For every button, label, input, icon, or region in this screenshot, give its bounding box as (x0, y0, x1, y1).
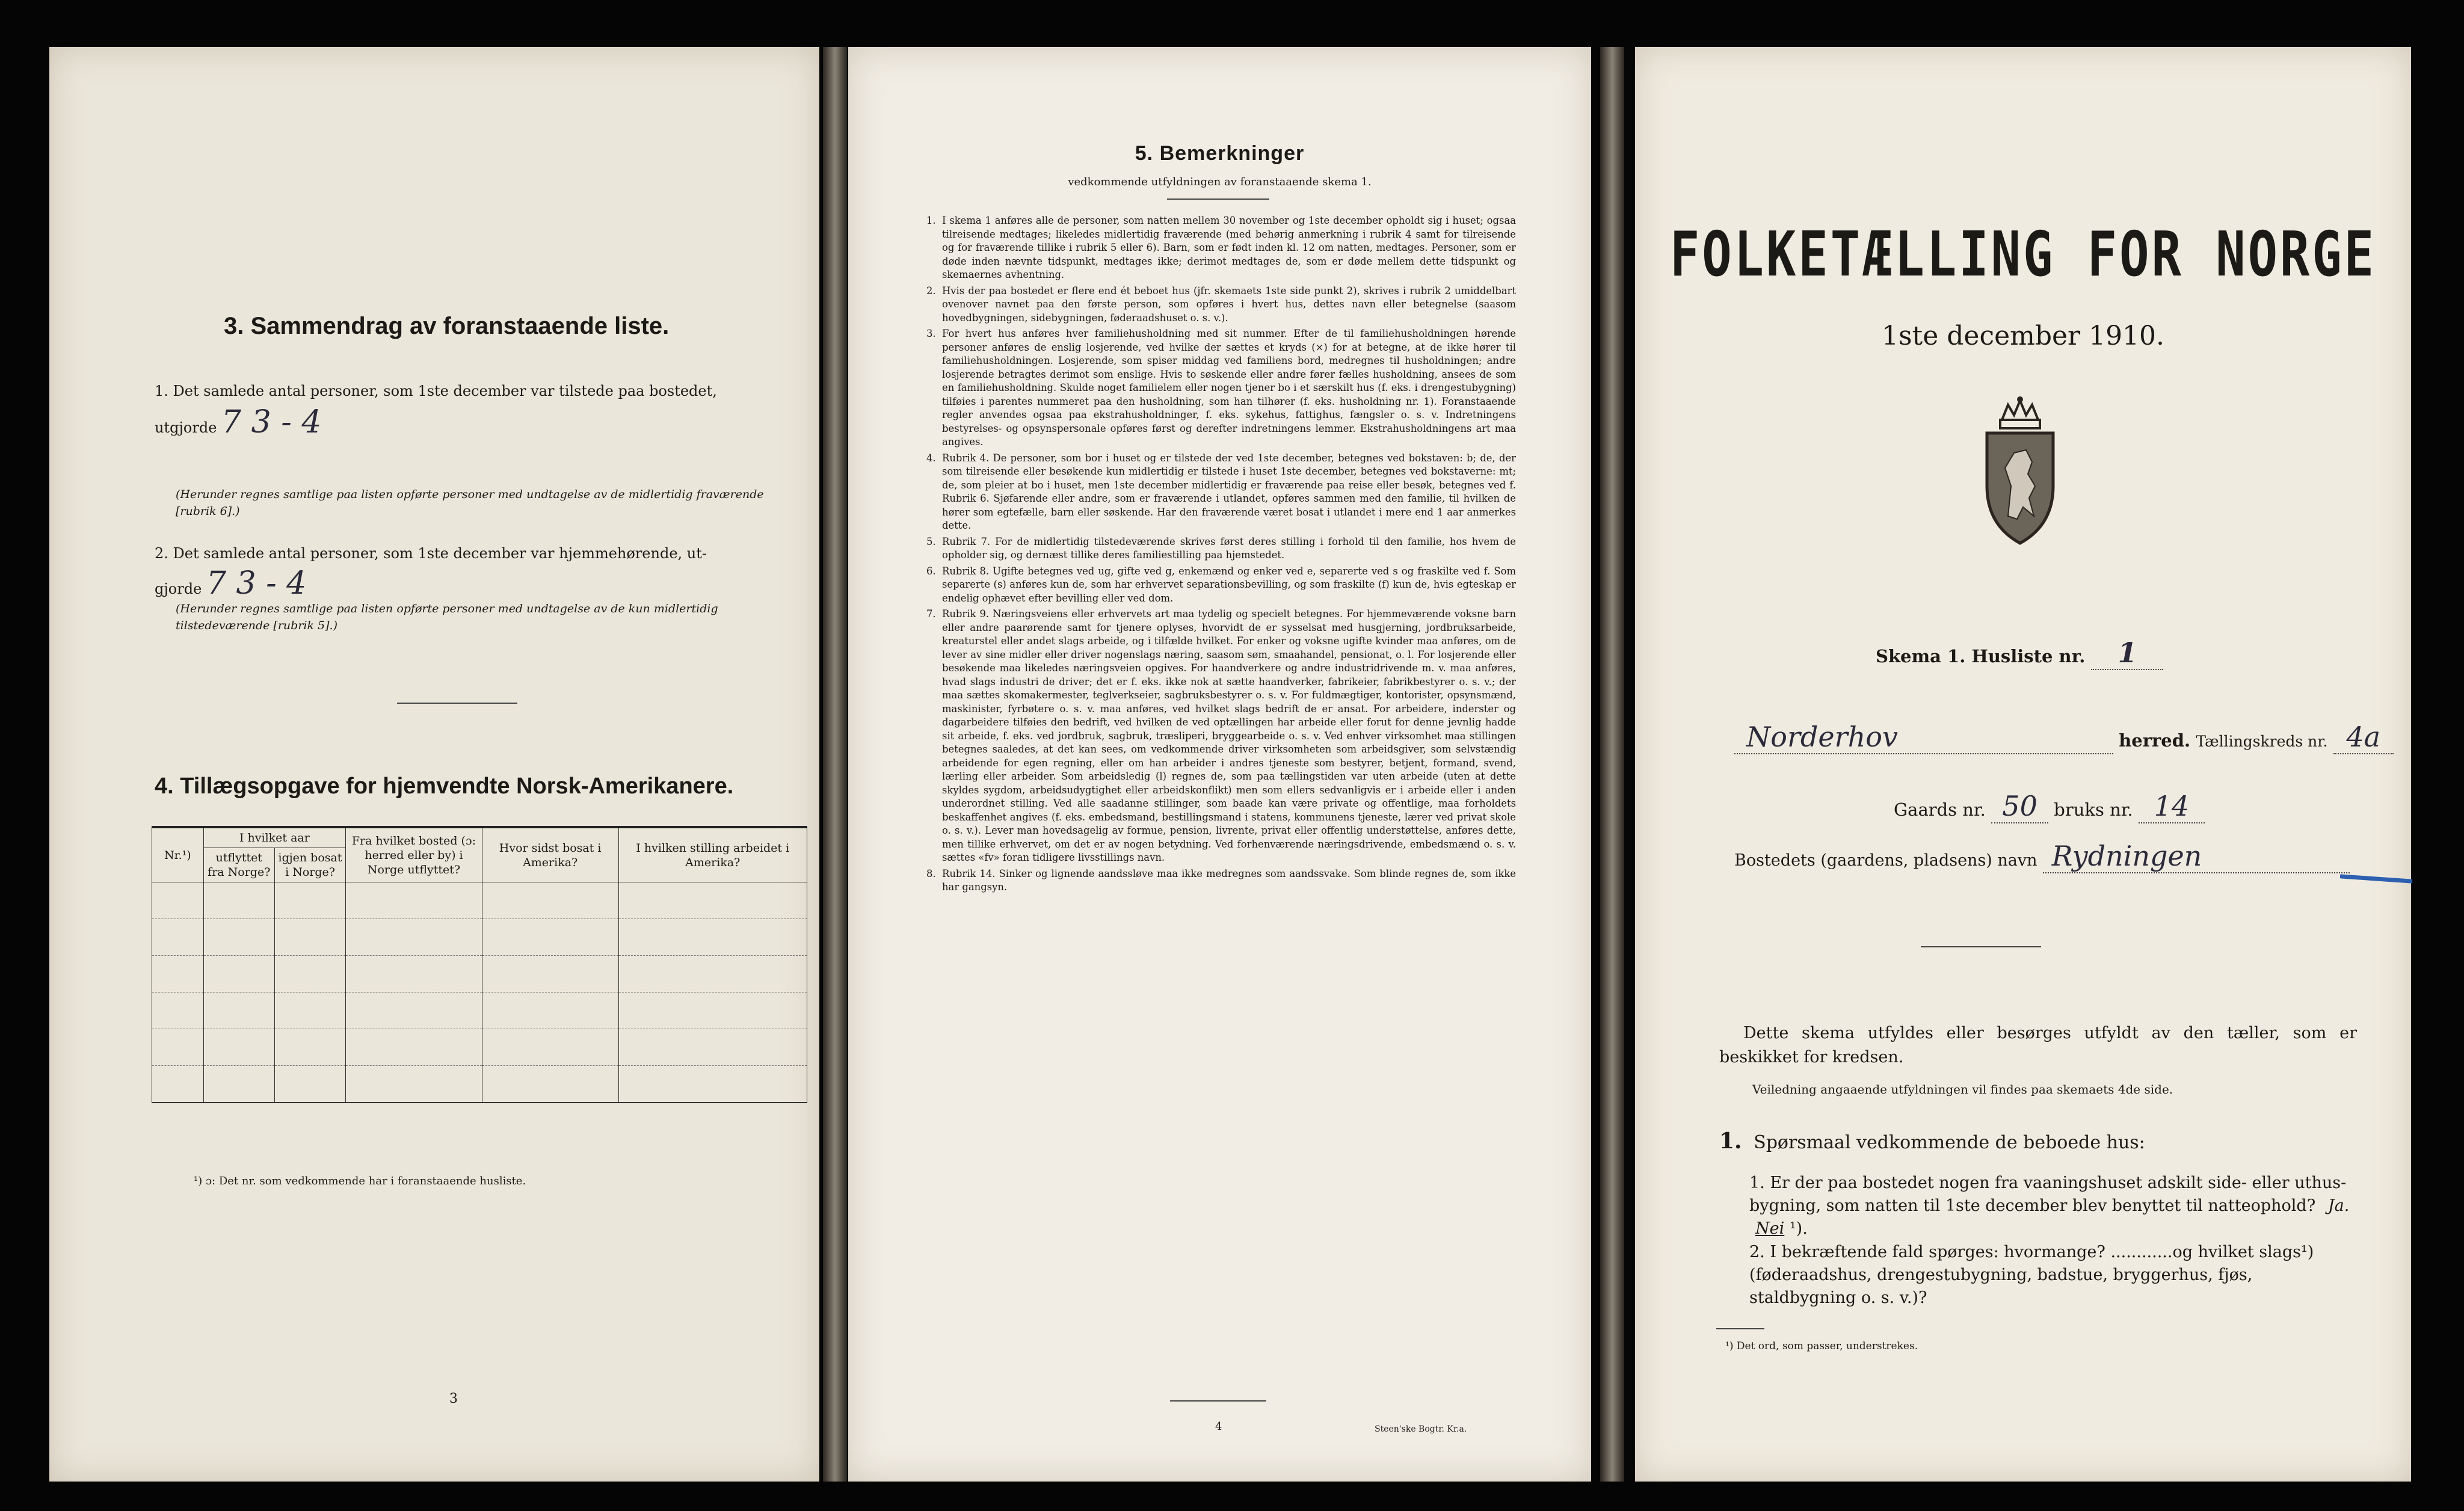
remark-text: I skema 1 anføres alle de personer, som natten mellem 30 november og 1ste december opholdt sig i huset; ogsaa tilreisende medtages; likeledes midlertidig fraværende (med behørig anmerkning i rubrik 4 samt for tilreisende og for fraværende tillike i rubrik 5 eller 6). Barn, som er født inden kl. 12 om natten, medtages. Personer, som er døde inden nævnte tidspunkt, medtages ikke; derimot medtages de, som er døde mellem dette tidspunkt og skemaernes avhentning. (942, 215, 1516, 280)
remarks-title: 5. Bemerkninger (1135, 142, 1305, 165)
question-1-text: 1. Er der paa bostedet nogen fra vaaningshuset adskilt side- eller uthus-bygning, som natten til 1ste december blev benyttet til natteophold? (1749, 1174, 2347, 1215)
section3-item2-text: 2. Det samlede antal personer, som 1ste december var hjemmehørende, ut- (155, 545, 707, 562)
page-number-middle: 4 (1215, 1420, 1222, 1433)
bruks-value: 14 (2154, 790, 2190, 822)
section3-item2-value: 7 3 - 4 (206, 565, 307, 602)
bosted-value: Rydningen (2051, 840, 2202, 872)
remarks-list (926, 214, 1516, 897)
remark-item (926, 535, 1516, 562)
gaards-line (1894, 790, 2205, 823)
remark-text: Rubrik 9. Næringsveiens eller erhvervets art maa tydelig og specielt betegnes. For hjemmeværende voksne barn eller andre paarørende samt for tjenere oplyses, hvorvidt de er sysselsat med husgjerning, jordbruksarbeide, kreaturstel eller andet slags arbeide, og i tilfælde hvilket. For enker og voksne ugifte kvinder maa anføres, om de lever av sine midler eller driver nogenslags næring, saasom søm, smaahandel, pensionat, o. l. For losjerende eller besøkende maa likeledes næringsveien opgives. For haandverkere og andre industridrivende m. v. maa anføres, hvad slags industri de driver; det er f. eks. ikke nok at sætte haandverker, fabrikeier, fabrikbestyrer o. s. v.; der maa sættes skomakermester, teglverkseier, sagbruksbestyrer o. s. v. For fuldmægtiger, kontorister, opsynsmænd, maskinister, fyrbøtere o. s. v. maa anføres, ved hvilket slags bedrift de er ansat. For arbeidere, inderster og dagarbeidere tilføies den bedrift, ved hvilken de ved optællingen har arbeide eller forut for denne jevnlig hadde sit arbeide, f. eks. ved jordbruk, sagbruk, træsliperi, bryggearbeide o. s. v. Ved enhver virksomhet maa stillingen betegnes saaledes, at det kan sees, om vedkommende driver virksomheten som arbeidsgiver, som selvstændig arbeidende for egen regning, eller om han arbeider i andres tjeneste som bestyrer, betjent, formand, svend, lærling eller arbeider. Som arbeidsledig (l) regnes de, som paa tællingstiden var uten arbeide (uten at dette skyldes sygdom, arbeidsudygtighet eller arbeidskonflikt) men som ellers sedvanligvis er i arbeide eller i anden underordnet stilling. Ved alle saadanne stillinger, som baade kan være private og offentlige, maa forholdets beskaffenhet angives (f. eks. embedsmand, bestillingsmand i statens, kommunens tjeneste, lærer ved privat skole o. s. v.). Lever man hovedsagelig av formue, pension, livrente, privat eller offentlig understøttelse, anføres dette, men tillike erhvervet, om det er av nogen betydning. Ved forhenværende næringsdrivende, embedsmænd o. s. v. sættes «fv» foran tidligere livsstillings navn. (942, 608, 1516, 863)
footnote-divider (1716, 1328, 1764, 1329)
herred-line (1734, 721, 2394, 754)
krets-value: 4a (2346, 721, 2381, 753)
remark-number: 4. (926, 452, 936, 464)
blue-pencil-mark (2340, 869, 2412, 887)
guidance-text: Veiledning angaaende utfyldningen vil findes paa skemaets 4de side. (1752, 1082, 2173, 1097)
right-footnote: ¹) Det ord, som passer, understrekes. (1725, 1340, 1918, 1352)
page-number-left: 3 (449, 1391, 458, 1406)
census-title: FOLKETÆLLING FOR NORGE (1669, 219, 2377, 291)
col-stilling: I hvilken stilling arbeidet i Amerika? (618, 827, 807, 882)
end-divider (1170, 1400, 1266, 1402)
question-1 (1749, 1172, 2363, 1240)
col-utflyttet: utflyttet fra Norge? (203, 848, 274, 882)
remark-item (926, 452, 1516, 533)
table-row (152, 956, 807, 992)
right-page (1635, 47, 2411, 1482)
section3-item2-note: (Herunder regnes samtlige paa listen opførte personer med undtagelse av de kun midlertidig tilstedeværende [rubrik 5].) (176, 602, 718, 632)
remark-item (926, 565, 1516, 606)
questions-heading-text: Spørsmaal vedkommende de beboede hus: (1754, 1132, 2145, 1153)
col-igjen: igjen bosat i Norge? (274, 848, 345, 882)
table-row (152, 1029, 807, 1066)
col-nr: Nr.¹) (152, 827, 204, 882)
remark-text: Hvis der paa bostedet er flere end ét beboet hus (jfr. skemaets 1ste side punkt 2), skrives i rubrik 2 umiddelbart ovenover navnet paa den første person, som opføres i hvert hus, dettes navn eller betegnelse (saasom hovedbygningen, sidebygningen, føderaadshuset o. s. v.). (942, 285, 1516, 324)
norsk-amerikanere-table (152, 826, 807, 1103)
skema-label: Skema 1. Husliste nr. (1876, 646, 2086, 666)
remark-number: 1. (926, 215, 936, 226)
page-fold-right (1600, 47, 1624, 1482)
section4-title: 4. Tillægsopgave for hjemvendte Norsk-Amerikanere. (155, 774, 734, 799)
remark-number: 6. (926, 565, 936, 577)
remark-text: Rubrik 7. For de midlertidig tilstedeværende skrives først deres stilling i forhold til den familie, hos hvem de opholder sig, og dernæst tillike deres familiestilling paa hjemstedet. (942, 535, 1516, 561)
remark-item (926, 608, 1516, 865)
remark-text: Rubrik 14. Sinker og lignende aandssløve maa ikke medregnes som aandssvake. Som blinde regnes de, som ikke har gangsyn. (942, 867, 1516, 893)
col-group-aar: I hvilket aar (203, 827, 345, 848)
bosted-line (1734, 840, 2350, 873)
section-divider (397, 703, 517, 704)
section3-item1-text: 1. Det samlede antal personer, som 1ste december var tilstede paa bostedet, (155, 383, 717, 399)
section3-item1-note: (Herunder regnes samtlige paa listen opførte personer med undtagelse av de midlertidig fraværende [rubrik 6].) (176, 488, 764, 518)
section3-item1 (155, 381, 798, 438)
remark-item (926, 214, 1516, 282)
section4-footnote: ¹) ɔ: Det nr. som vedkommende har i foranstaaende husliste. (194, 1175, 526, 1187)
remark-text: For hvert hus anføres hver familiehusholdning med sit nummer. Efter de til familiehusholdningen hørende personer anføres de enslig losjerende, ved hvilke der sættes et kryds (×) for at betegne, at de ikke hører til familiehusholdningen. Losjerende, som spiser middag ved familiens bord, medregnes til husholdningen; andre losjerende betragtes derimot som enslige. Hvis to søskende eller andre fører fælles husholdning, ansees de som en familiehusholdning. Skulde noget familielem eller nogen tjener bo i et særskilt hus (f. eks. i drengestubygning) tilføies i parentes nummeret paa den husholdning, som han tilhører (f. eks. husholdning nr. 1). Foranstaaende regler anvendes ogsaa paa ekstrahusholdninger, f. eks. sykehus, fattighus, fængsler o. s. v. Indretningens bestyrelses- og opsynspersonale opføres først og derefter indretningens lemmer. Ekstrahusholdningens art maa angives. (942, 328, 1516, 448)
page-fold-left (823, 47, 847, 1482)
question-1-nei: Nei (1755, 1219, 1785, 1238)
bruks-label: bruks nr. (2054, 799, 2133, 820)
remark-number: 8. (926, 867, 936, 879)
title-divider (1167, 198, 1269, 200)
remark-item (926, 867, 1516, 894)
krets-label: Tællingskreds nr. (2196, 733, 2328, 750)
section3-item2-prefix: gjorde (155, 580, 202, 597)
remarks-subtitle: vedkommende utfyldningen av foranstaaende skema 1. (1068, 176, 1372, 188)
remark-number: 3. (926, 328, 936, 339)
instruction-text: Dette skema utfyldes eller besørges utfyldt av den tæller, som er beskikket for kredsen. (1719, 1024, 2357, 1066)
remark-text: Rubrik 8. Ugifte betegnes ved ug, gifte ved g, enkemænd og enker ved e, separerte ved s og fraskilte ved f. Som separerte (s) anføres kun de, som har erhvervet separationsbevilling, og som fraskilte (f) kun de, hvis egteskap er endelig ophævet efter bevilling eller ved dom. (942, 565, 1516, 604)
section3-item1-value: 7 3 - 4 (221, 404, 322, 440)
remark-number: 7. (926, 608, 936, 620)
husliste-number: 1 (2118, 636, 2137, 669)
section3-item2 (155, 543, 798, 602)
bosted-label: Bostedets (gaardens, pladsens) navn (1734, 851, 2037, 870)
gaards-label: Gaards nr. (1894, 799, 1986, 820)
col-fra-bosted: Fra hvilket bosted (ɔ: herred eller by) i Norge utflyttet? (346, 827, 482, 882)
question-1-ja: Ja. (2327, 1196, 2350, 1215)
skema-line (1876, 636, 2163, 670)
questions-heading (1719, 1130, 2145, 1154)
table-row (152, 919, 807, 956)
question-1-sup: ¹). (1789, 1219, 1808, 1238)
printer-credit: Steen'ske Bogtr. Kr.a. (1375, 1424, 1467, 1434)
table-row (152, 1066, 807, 1103)
gaards-value: 50 (2002, 790, 2037, 822)
left-page (49, 47, 819, 1482)
remark-item (926, 285, 1516, 325)
remark-item (926, 327, 1516, 449)
herred-label: herred. (2119, 730, 2191, 751)
herred-value: Norderhov (1746, 721, 1898, 753)
census-date: 1ste december 1910. (1881, 321, 2165, 351)
ornament-divider (1921, 946, 2041, 947)
remark-number: 5. (926, 535, 936, 547)
remark-number: 2. (926, 285, 936, 297)
questions-heading-num: 1. (1719, 1128, 1742, 1154)
col-sidst-bosat: Hvor sidst bosat i Amerika? (482, 827, 618, 882)
section3-title: 3. Sammendrag av foranstaaende liste. (224, 313, 670, 339)
table-row (152, 882, 807, 919)
section3-item1-prefix: utgjorde (155, 419, 217, 436)
table-row (152, 992, 807, 1029)
remark-text: Rubrik 4. De personer, som bor i huset og er tilstede der ved 1ste december, betegnes ved bokstaven: b; de, der som tilreisende eller besøkende kun midlertidig er tilstede i huset 1ste december, betegnes ved bokstaverne: mt; de, som pleier at bo i huset, men 1ste december midlertidig er fraværende paa reise eller besøk, betegnes ved f. Rubrik 6. Sjøfarende eller andre, som er fraværende i utlandet, opføres sammen med den familie, til hvilken de hører som egtefælle, barn eller søskende. Har den fraværende været bosat i utlandet i mere end 1 aar anmerkes dette. (942, 452, 1516, 531)
coat-of-arms-icon (1981, 396, 2059, 549)
question-2: 2. I bekræftende fald spørges: hvormange? ............og hvilket slags¹) (føderaadshus, drengestubygning, badstue, bryggerhus, fjøs, staldbygning o. s. v.)? (1749, 1243, 2314, 1307)
middle-page (848, 47, 1591, 1482)
